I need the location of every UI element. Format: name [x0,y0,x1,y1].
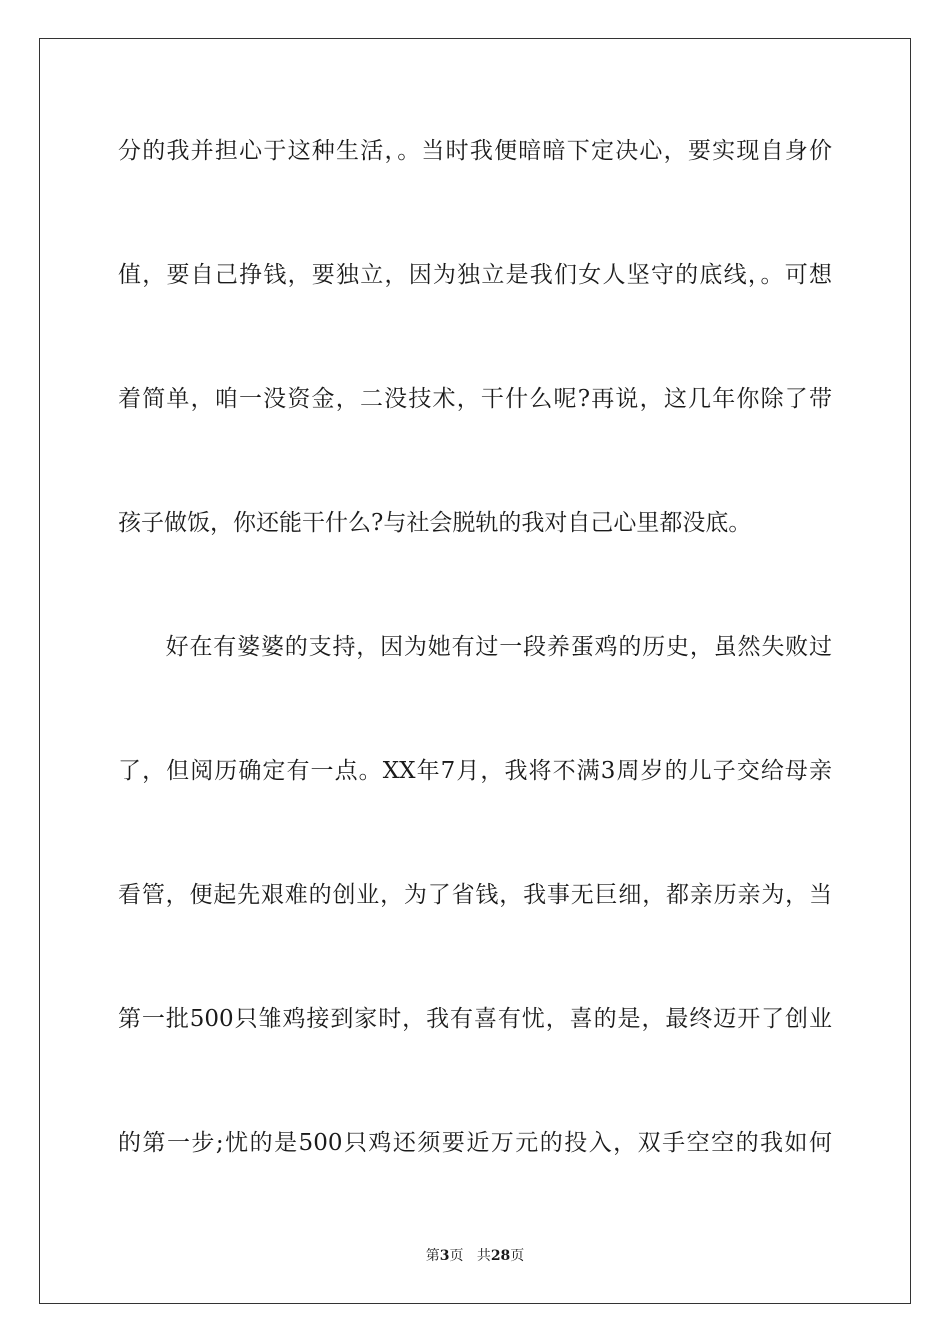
body-line-6: 了，但阅历确定有一点。XX年7月，我将不满3周岁的儿子交给母亲 [118,758,832,784]
body-line-5: 好在有婆婆的支持，因为她有过一段养蛋鸡的历史，虽然失败过 [118,634,832,660]
body-line-9: 的第一步;忧的是500只鸡还须要近万元的投入，双手空空的我如何 [118,1130,832,1156]
footer-total-pages: 28 [490,1248,511,1264]
body-line-1: 分的我并担心于这种生活，。当时我便暗暗下定决心，要实现自身价 [118,138,832,164]
footer-page-suffix: 页 [449,1248,464,1264]
page-footer [0,1247,950,1265]
footer-total-suffix: 页 [510,1248,525,1264]
body-line-3: 着简单，咱一没资金，二没技术，干什么呢?再说，这几年你除了带 [118,386,832,412]
body-line-8: 第一批500只雏鸡接到家时，我有喜有忧，喜的是，最终迈开了创业 [118,1006,832,1032]
body-line-4: 孩子做饭，你还能干什么?与社会脱轨的我对自己心里都没底。 [118,510,752,536]
footer-page-number: 3 [439,1248,450,1264]
footer-prefix: 第 [425,1248,440,1264]
body-line-2: 值，要自己挣钱，要独立，因为独立是我们女人坚守的底线，。可想 [118,262,832,288]
footer-total-prefix: 共 [476,1248,491,1264]
page-border [39,38,911,1304]
body-line-7: 看管，便起先艰难的创业，为了省钱，我事无巨细，都亲历亲为，当 [118,882,832,908]
